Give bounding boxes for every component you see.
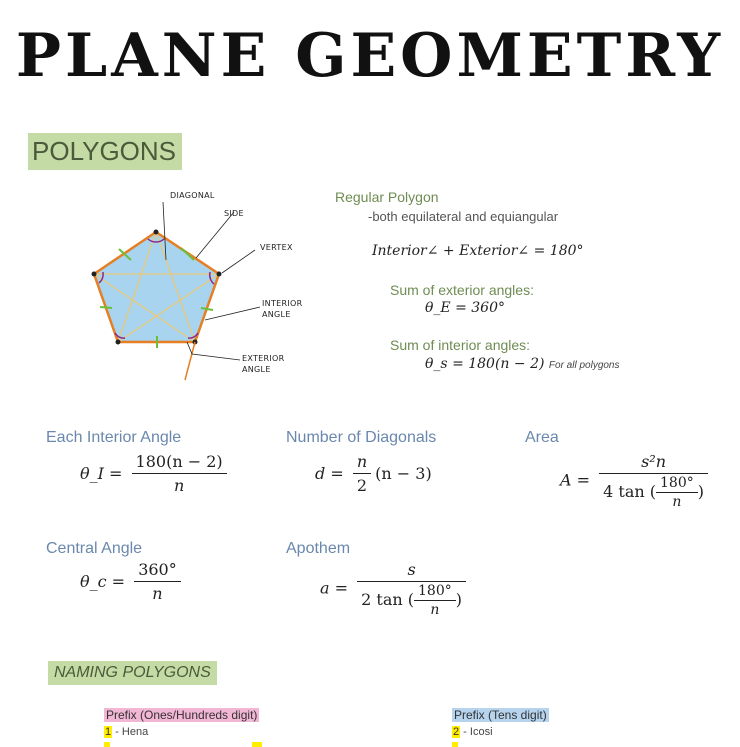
ones-row-digit: 1 bbox=[105, 726, 112, 738]
apothem-num: s bbox=[407, 560, 416, 579]
tens-row-digit: 2 bbox=[453, 726, 460, 738]
label-exterior-angle-1: EXTERIOR bbox=[242, 354, 285, 363]
central-angle-formula bbox=[80, 559, 185, 606]
partial-highlight-1 bbox=[104, 742, 110, 747]
area-lhs: A = bbox=[560, 470, 591, 490]
each-interior-label: Each Interior Angle bbox=[46, 429, 182, 446]
ones-row bbox=[104, 726, 148, 738]
sum-interior-line bbox=[425, 355, 620, 373]
diagonals-rhs: (n − 3) bbox=[375, 464, 432, 483]
diagonals-label: Number of Diagonals bbox=[286, 429, 437, 446]
label-exterior-angle-2: ANGLE bbox=[242, 365, 271, 374]
area-num: s²n bbox=[641, 452, 667, 471]
apothem-label: Apothem bbox=[286, 540, 351, 557]
label-interior-angle-1: INTERIOR bbox=[262, 299, 303, 308]
central-num: 360° bbox=[134, 559, 181, 582]
apothem-den-pre: 2 tan bbox=[361, 590, 403, 609]
each-interior-lhs: θ_I = bbox=[80, 464, 123, 483]
apothem-den-den: n bbox=[430, 602, 440, 618]
tens-row bbox=[452, 726, 493, 738]
label-interior-angle-2: ANGLE bbox=[262, 310, 291, 319]
ones-prefix-header: Prefix (Ones/Hundreds digit) bbox=[106, 708, 258, 722]
ones-row-text: - Hena bbox=[112, 726, 149, 738]
area-formula: A = s²n 4 tan ( $\frac{180^\circ}{n}$ ) bbox=[560, 451, 712, 511]
area-den-pre: 4 tan bbox=[603, 482, 645, 501]
pentagon-diagram bbox=[80, 180, 330, 390]
exterior-angle-ext bbox=[185, 342, 195, 380]
partial-highlight-2 bbox=[252, 742, 262, 747]
area-den-num: 180° bbox=[656, 474, 698, 493]
apothem-lhs: a = bbox=[320, 578, 349, 598]
sum-interior-note: For all polygons bbox=[548, 360, 620, 371]
label-vertex: VERTEX bbox=[260, 243, 293, 252]
each-interior-num: 180(n − 2) bbox=[132, 451, 227, 474]
sum-interior-title: Sum of interior angles: bbox=[390, 337, 531, 353]
diagonals-formula bbox=[315, 451, 432, 498]
central-den: n bbox=[152, 584, 163, 603]
apothem-den-num: 180° bbox=[414, 582, 456, 601]
diagonals-lhs: d = bbox=[315, 464, 344, 483]
naming-polygons-heading: NAMING POLYGONS bbox=[48, 661, 217, 685]
label-side: SIDE bbox=[224, 209, 244, 218]
apothem-formula: a = s 2 tan ( $\frac{180^\circ}{n}$ ) bbox=[320, 559, 470, 619]
diagonals-den: 2 bbox=[356, 476, 368, 495]
tens-row-text: - Icosi bbox=[460, 726, 493, 738]
angle-relation-formula: Interior∠ + Exterior∠ = 180° bbox=[372, 243, 584, 259]
sum-interior-formula: θ_s = 180(n − 2) bbox=[425, 356, 545, 372]
central-lhs: θ_c = bbox=[80, 572, 126, 591]
sum-exterior-formula: θ_E = 360° bbox=[425, 300, 506, 316]
each-interior-formula bbox=[80, 451, 231, 498]
central-angle-label: Central Angle bbox=[46, 540, 143, 557]
section-heading-polygons: POLYGONS bbox=[28, 133, 182, 170]
tens-prefix-header: Prefix (Tens digit) bbox=[454, 708, 547, 722]
area-den-den: n bbox=[672, 494, 682, 510]
area-label: Area bbox=[525, 429, 559, 446]
page-title: PLANE GEOMETRY bbox=[15, 21, 725, 91]
sum-exterior-title: Sum of exterior angles: bbox=[390, 282, 534, 298]
each-interior-den: n bbox=[173, 476, 185, 495]
regular-polygon-title: Regular Polygon bbox=[335, 189, 439, 205]
partial-highlight-3 bbox=[452, 742, 458, 747]
diagonals-num: n bbox=[356, 452, 368, 471]
label-diagonal: DIAGONAL bbox=[170, 191, 215, 200]
regular-polygon-subtitle: -both equilateral and equiangular bbox=[368, 209, 559, 224]
